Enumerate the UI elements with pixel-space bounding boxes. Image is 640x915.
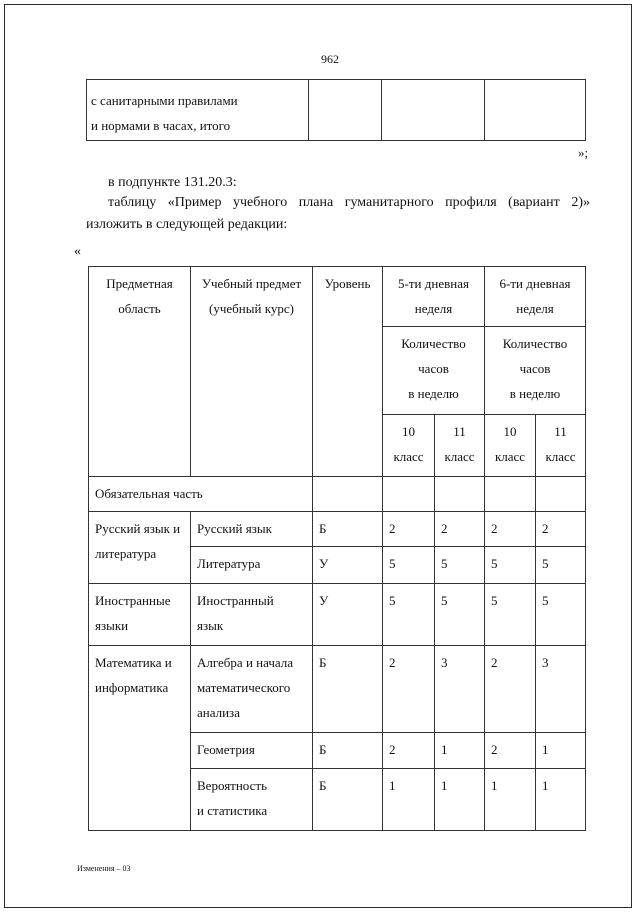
header-subject-line1: Учебный предмет: [201, 276, 302, 291]
grade-class-label: класс: [444, 449, 475, 464]
header-grade-11: [435, 415, 485, 477]
hours-cell: 5: [383, 547, 435, 584]
footer-revision-note: Изменения – 03: [77, 864, 131, 873]
hours-cell: 5: [383, 584, 435, 646]
hours-cell: 1: [536, 733, 586, 769]
curriculum-table: [88, 266, 586, 831]
empty-cell: [485, 477, 536, 512]
subject-area-cell: [89, 512, 191, 584]
hours-cell: 3: [435, 646, 485, 733]
empty-cell: [383, 477, 435, 512]
hours-cell: 2: [383, 733, 435, 769]
header-area-line2: область: [118, 301, 161, 316]
header-six-day-week: [485, 267, 586, 327]
level-cell: Б: [313, 646, 383, 733]
table-row: [89, 584, 586, 646]
subject-line1: Иностранный: [197, 593, 274, 608]
header-level: Уровень: [313, 267, 383, 477]
header-area-line1: Предметная: [106, 276, 173, 291]
table-row: [89, 512, 586, 547]
header-hours-line3: в неделю: [509, 386, 561, 401]
hours-cell: 1: [435, 733, 485, 769]
hours-cell: 1: [485, 769, 536, 831]
area-line1: Математика и: [95, 655, 172, 670]
subject-line1: Вероятность: [197, 778, 268, 793]
area-line2: языки: [95, 618, 129, 633]
hours-cell: 2: [485, 733, 536, 769]
header-hours-line2: часов: [519, 361, 551, 376]
empty-cell: [435, 477, 485, 512]
header-hours-line2: часов: [418, 361, 449, 376]
opening-quote: «: [74, 244, 81, 259]
hours-cell: 2: [485, 512, 536, 547]
hours-cell: 1: [536, 769, 586, 831]
header-week5-line2: неделя: [414, 301, 453, 316]
subject-cell: Литература: [191, 547, 313, 584]
subject-cell: Русский язык: [191, 512, 313, 547]
subject-cell: [191, 646, 313, 733]
hours-cell: 5: [536, 547, 586, 584]
header-hours-line1: Количество: [502, 336, 568, 351]
empty-cell: [382, 80, 485, 141]
subject-cell: [191, 584, 313, 646]
header-hours-per-week: [485, 327, 586, 415]
hours-cell: 3: [536, 646, 586, 733]
subject-line2: математического: [197, 680, 291, 695]
table-row: [89, 646, 586, 733]
subject-cell: [191, 769, 313, 831]
grade-class-label: класс: [393, 449, 424, 464]
closing-quote: »;: [578, 145, 589, 160]
area-line2: литература: [95, 546, 157, 561]
hours-cell: 1: [383, 769, 435, 831]
subject-line2: язык: [197, 618, 224, 633]
section-mandatory-part: Обязательная часть: [89, 477, 313, 512]
empty-cell: [309, 80, 382, 141]
header-subject-line2: (учебный курс): [209, 301, 294, 316]
total-hours-label-cell: [87, 80, 309, 141]
grade-number: 10: [503, 424, 517, 439]
hours-cell: 5: [485, 547, 536, 584]
instruction-paragraph: таблицу «Пример учебного плана гуманитарного профиля (вариант 2)» изложить в следующей редакции:: [86, 195, 590, 232]
hours-cell: 2: [383, 646, 435, 733]
header-hours-per-week: [383, 327, 485, 415]
level-cell: Б: [313, 769, 383, 831]
grade-class-label: класс: [545, 449, 576, 464]
header-five-day-week: [383, 267, 485, 327]
hours-cell: 2: [485, 646, 536, 733]
hours-cell: 2: [383, 512, 435, 547]
subject-line2: и статистика: [197, 803, 268, 818]
continuation-table: [86, 79, 586, 141]
hours-cell: 5: [435, 584, 485, 646]
hours-cell: 2: [536, 512, 586, 547]
level-cell: Б: [313, 733, 383, 769]
hours-cell: 5: [435, 547, 485, 584]
grade-number: 11: [554, 424, 567, 439]
grade-number: 10: [402, 424, 415, 439]
area-line2: информатика: [95, 680, 169, 695]
subject-line3: анализа: [197, 705, 240, 720]
empty-cell: [536, 477, 586, 512]
header-subject: [191, 267, 313, 477]
subject-area-cell: [89, 584, 191, 646]
area-line1: Русский язык и: [95, 521, 181, 536]
header-hours-line1: Количество: [401, 336, 466, 351]
header-grade-11: [536, 415, 586, 477]
header-grade-10: [383, 415, 435, 477]
area-line1: Иностранные: [95, 593, 171, 608]
hours-cell: 2: [435, 512, 485, 547]
total-hours-label-line2: и нормами в часах, итого: [91, 118, 231, 133]
subject-area-cell: [89, 646, 191, 831]
empty-cell: [485, 80, 586, 141]
subclause-paragraph: в подпункте 131.20.3:: [108, 175, 237, 190]
header-subject-area: [89, 267, 191, 477]
subject-cell: Геометрия: [191, 733, 313, 769]
level-cell: Б: [313, 512, 383, 547]
header-week6-line1: 6-ти дневная: [499, 276, 571, 291]
hours-cell: 5: [485, 584, 536, 646]
header-week6-line2: неделя: [516, 301, 554, 316]
level-cell: У: [313, 584, 383, 646]
header-grade-10: [485, 415, 536, 477]
total-hours-label-line1: с санитарными правилами: [91, 93, 238, 108]
subject-line1: Алгебра и начала: [197, 655, 294, 670]
header-week5-line1: 5-ти дневная: [398, 276, 469, 291]
level-cell: У: [313, 547, 383, 584]
page-number: 962: [321, 52, 339, 66]
hours-cell: 5: [536, 584, 586, 646]
hours-cell: 1: [435, 769, 485, 831]
header-hours-line3: в неделю: [408, 386, 459, 401]
empty-cell: [313, 477, 383, 512]
grade-number: 11: [453, 424, 466, 439]
grade-class-label: класс: [494, 449, 526, 464]
